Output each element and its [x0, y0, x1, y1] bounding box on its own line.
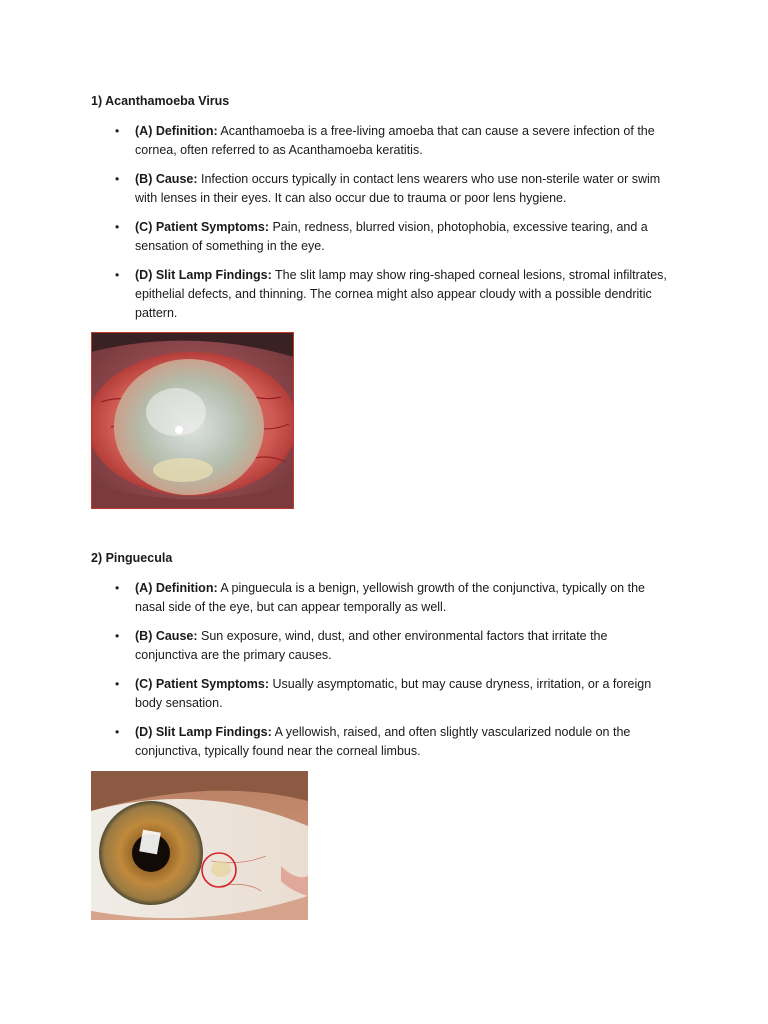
list-item-cause: [91, 627, 671, 665]
list-item-slit-lamp: [91, 266, 671, 323]
bullet-dot: •: [115, 220, 120, 234]
item-label: (C) Patient Symptoms:: [135, 677, 270, 691]
item-text: Infection occurs typically in contact lens wearers who use non-sterile water or swim with lenses in their eyes. It can also occur due to trauma or poor lens hygiene.: [135, 172, 661, 205]
list-item-cause: [91, 170, 671, 208]
list-item-symptoms: [91, 218, 671, 256]
section-heading-pinguecula: 2) Pinguecula: [91, 551, 173, 565]
bullet-dot: •: [115, 581, 120, 595]
item-text: A yellowish, raised, and often slightly vascularized nodule on the conjunctiva, typically found near the corneal limbus.: [135, 725, 631, 758]
acanthamoeba-bullet-list: [91, 122, 671, 333]
bullet-dot: •: [115, 725, 120, 739]
item-label: (A) Definition:: [135, 124, 218, 138]
item-label: (B) Cause:: [135, 172, 198, 186]
list-item-slit-lamp: [91, 723, 671, 761]
pinguecula-eye-photo: [91, 771, 308, 920]
pinguecula-bullet-list: [91, 579, 671, 771]
item-text: The slit lamp may show ring-shaped corneal lesions, stromal infiltrates, epithelial defects, and thinning. The cornea might also appear cloudy with a possible dendritic pattern.: [135, 268, 667, 320]
item-label: (D) Slit Lamp Findings:: [135, 725, 272, 739]
item-text: Sun exposure, wind, dust, and other environmental factors that irritate the conjunctiva are the primary causes.: [135, 629, 608, 662]
item-text: Acanthamoeba is a free-living amoeba that can cause a severe infection of the cornea, often referred to as Acanthamoeba keratitis.: [135, 124, 655, 157]
bullet-dot: •: [115, 268, 120, 282]
list-item-symptoms: [91, 675, 671, 713]
item-label: (B) Cause:: [135, 629, 198, 643]
bullet-dot: •: [115, 629, 120, 643]
item-text: Usually asymptomatic, but may cause dryness, irritation, or a foreign body sensation.: [135, 677, 652, 710]
section-heading-acanthamoeba: 1) Acanthamoeba Virus: [91, 94, 230, 108]
bullet-dot: •: [115, 124, 120, 138]
item-label: (C) Patient Symptoms:: [135, 220, 270, 234]
bullet-dot: •: [115, 172, 120, 186]
list-item-definition: [91, 579, 671, 617]
bullet-dot: •: [115, 677, 120, 691]
acanthamoeba-eye-photo: [91, 332, 294, 509]
list-item-definition: [91, 122, 671, 160]
item-text: Pain, redness, blurred vision, photophobia, excessive tearing, and a sensation of something in the eye.: [135, 220, 648, 253]
item-label: (A) Definition:: [135, 581, 218, 595]
item-label: (D) Slit Lamp Findings:: [135, 268, 272, 282]
item-text: A pinguecula is a benign, yellowish growth of the conjunctiva, typically on the nasal side of the eye, but can appear temporally as well.: [135, 581, 645, 614]
